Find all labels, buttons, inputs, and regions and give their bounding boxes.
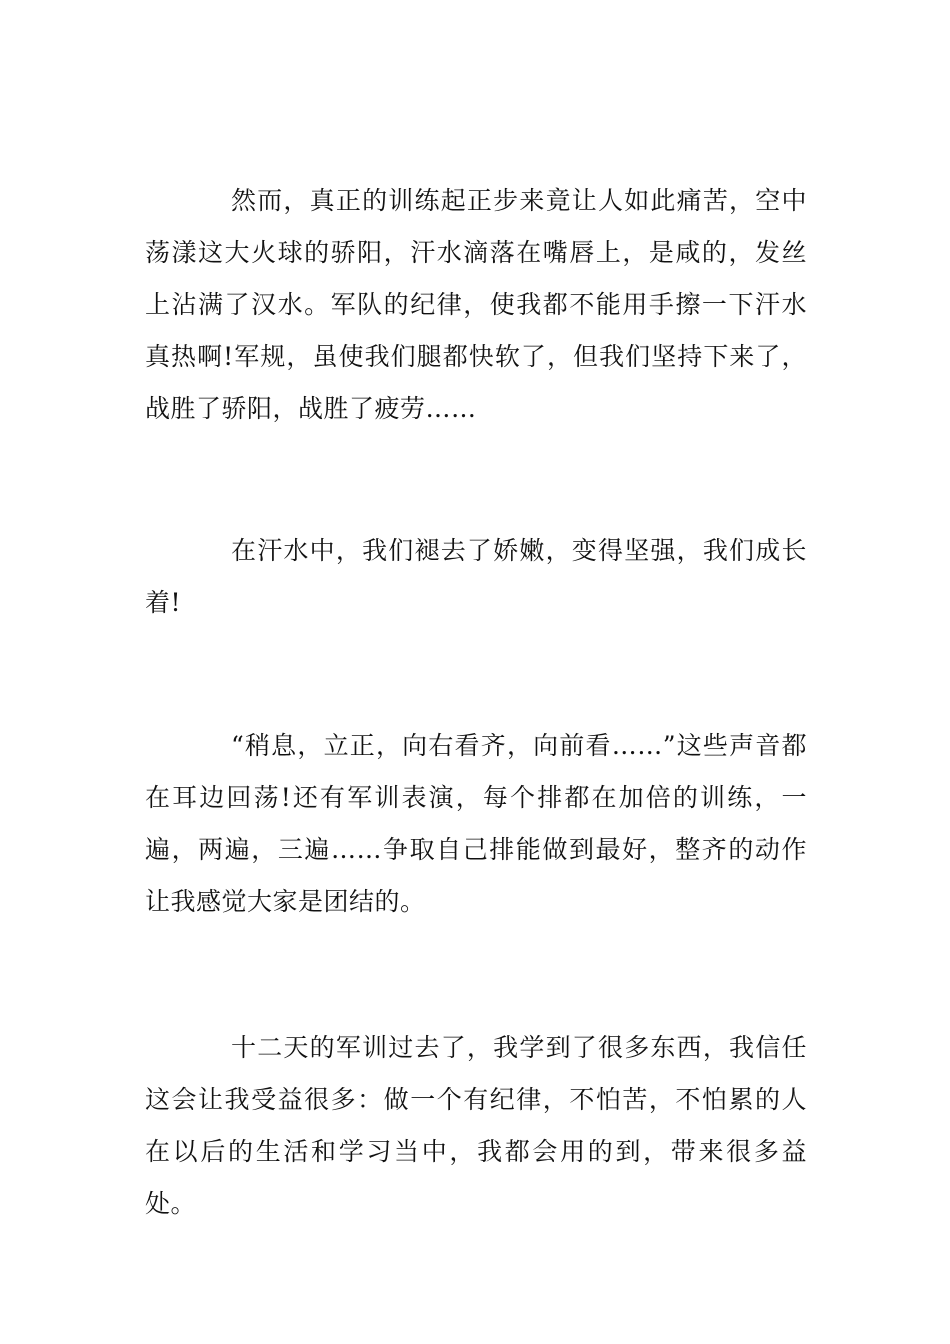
paragraph-training-hardship: 然而，真正的训练起正步来竟让人如此痛苦，空中荡漾这大火球的骄阳，汗水滴落在嘴唇上，是咸的，发丝上沾满了汉水。军队的纪律，使我都不能用手擦一下汗水真热啊!军规，虽使我们腿都快软了，但我们坚持下来了，战胜了骄阳，战胜了疲劳…… bbox=[145, 186, 807, 423]
paragraph-conclusion: 十二天的军训过去了，我学到了很多东西，我信任这会让我受益很多：做一个有纪律，不怕苦，不怕累的人在以后的生活和学习当中，我都会用的到，带来很多益处。 bbox=[145, 1033, 807, 1218]
paragraph-drill-commands: “稍息，立正，向右看齐，向前看……”这些声音都在耳边回荡!还有军训表演，每个排都在加倍的训练，一遍，两遍，三遍……争取自己排能做到最好，整齐的动作让我感觉大家是团结的。 bbox=[145, 731, 807, 916]
paragraph-growing-strong: 在汗水中，我们褪去了娇嫩，变得坚强，我们成长着! bbox=[145, 536, 807, 617]
